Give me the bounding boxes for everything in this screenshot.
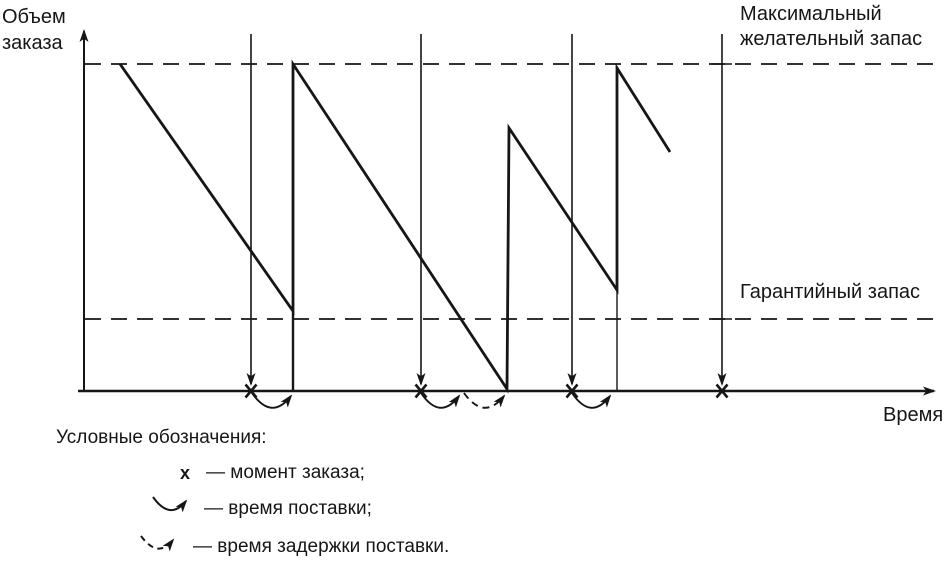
legend-title: Условные обозначения: bbox=[56, 427, 267, 448]
legend-item-label: — время задержки поставки. bbox=[193, 536, 450, 557]
max-stock-level-label bbox=[740, 2, 922, 52]
safety-stock-level-label: Гарантийный запас bbox=[740, 281, 921, 303]
legend-item-label: — время поставки; bbox=[204, 498, 372, 519]
max-stock-level-label-line1: Максимальный bbox=[740, 3, 882, 25]
y-axis-label bbox=[2, 4, 66, 56]
delivery-delay-arc bbox=[464, 393, 504, 408]
stock-level-line bbox=[120, 64, 670, 389]
order-moment-x-icon: х bbox=[179, 462, 190, 483]
delivery-arc-icon bbox=[150, 493, 196, 525]
max-stock-level-label-line2: желательный запас bbox=[740, 28, 923, 50]
delay-arc-icon bbox=[137, 531, 185, 563]
legend-item-delivery-time bbox=[150, 493, 372, 525]
legend-item-label: — момент заказа; bbox=[206, 462, 365, 483]
delivery-time-arc bbox=[572, 393, 610, 408]
y-axis-label-line2: заказа bbox=[2, 32, 63, 54]
legend-item-order-moment bbox=[172, 462, 365, 484]
y-axis-label-line1: Объем bbox=[2, 6, 66, 28]
delivery-time-arc bbox=[252, 393, 291, 408]
legend-item-delivery-delay bbox=[137, 531, 449, 563]
delivery-time-arc bbox=[421, 393, 459, 408]
x-axis-label: Время bbox=[883, 404, 944, 426]
